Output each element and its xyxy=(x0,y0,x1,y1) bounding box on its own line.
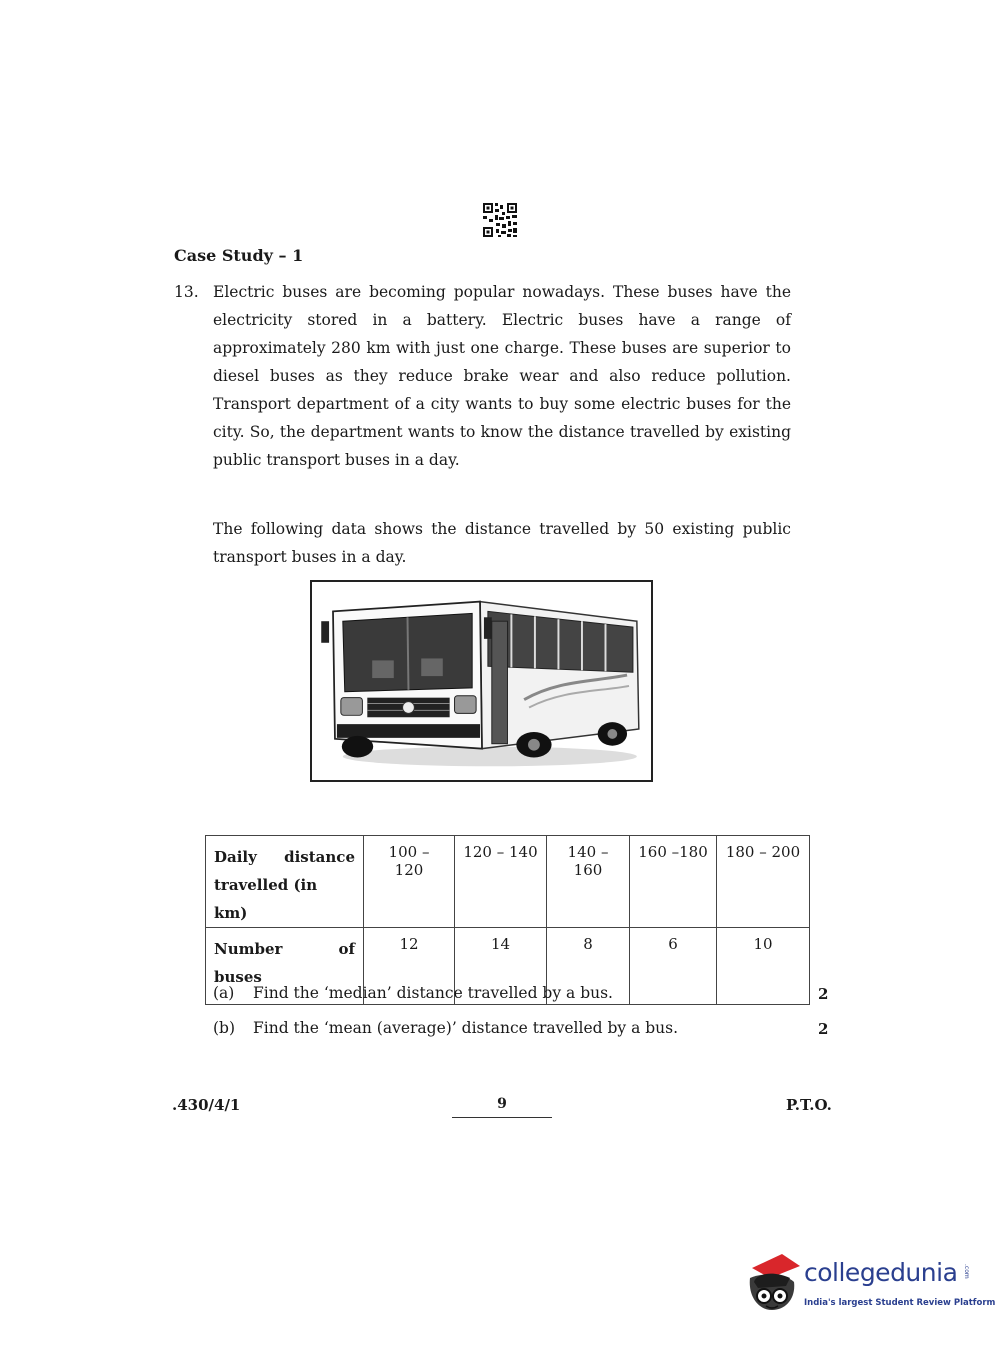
distance-header-line2: travelled (in km) xyxy=(214,876,318,922)
page-number: 9 xyxy=(497,1096,507,1112)
buses-header-line2: buses xyxy=(214,968,262,986)
pto-label: P.T.O. xyxy=(786,1096,832,1114)
question-paragraph: Electric buses are becoming popular nowadays. These buses have the electricity stored in a battery. Electric buses have a range of approximately 280 km with just one charge. These buses are superior to diesel buses as they reduce brake wear and also reduce pollution. Transport department of a city wants to buy some electric buses for the city. So, the department wants to know the distance travelled by existing public transport buses in a day. xyxy=(213,283,791,469)
distance-frequency-table xyxy=(205,835,810,1005)
count-cell: 6 xyxy=(630,928,717,1005)
paper-code: .430/4/1 xyxy=(172,1096,241,1114)
case-study-title: Case Study – 1 xyxy=(174,246,304,265)
interval-cell: 180 – 200 xyxy=(717,836,810,928)
brand-tagline: India's largest Student Review Platform xyxy=(804,1298,996,1308)
bus-photo xyxy=(310,580,653,782)
distance-header-line1: Daily distance xyxy=(214,848,355,866)
count-cell: 14 xyxy=(455,928,547,1005)
brand-suffix: .com xyxy=(963,1264,970,1279)
count-cell: 10 xyxy=(717,928,810,1005)
subquestion-text: Find the ‘mean (average)’ distance travelled by a bus. xyxy=(253,1019,679,1037)
subquestion-text: Find the ‘median’ distance travelled by a bus. xyxy=(253,984,613,1002)
qr-code-icon xyxy=(482,202,518,238)
count-cell: 8 xyxy=(547,928,630,1005)
subquestion-label: (b) xyxy=(213,1019,236,1037)
subquestion-label: (a) xyxy=(213,984,235,1002)
table-row xyxy=(206,836,810,928)
marks-badge: 2 xyxy=(818,1020,829,1038)
interval-cell: 140 –160 xyxy=(547,836,630,928)
distance-header-cell xyxy=(206,836,364,928)
buses-header-line1: Number of xyxy=(214,940,355,958)
interval-cell: 100 – 120 xyxy=(364,836,455,928)
interval-cell: 160 –180 xyxy=(630,836,717,928)
marks-badge: 2 xyxy=(818,985,829,1003)
count-cell: 12 xyxy=(364,928,455,1005)
collegedunia-mascot-icon xyxy=(742,1248,804,1320)
collegedunia-watermark xyxy=(742,1248,996,1320)
page-number-underline xyxy=(452,1117,552,1118)
interval-cell: 120 – 140 xyxy=(455,836,547,928)
brand-name: collegedunia xyxy=(804,1258,958,1287)
question-number: 13. xyxy=(174,283,199,301)
data-intro-paragraph: The following data shows the distance travelled by 50 existing public transport buses in a day. xyxy=(213,520,791,566)
